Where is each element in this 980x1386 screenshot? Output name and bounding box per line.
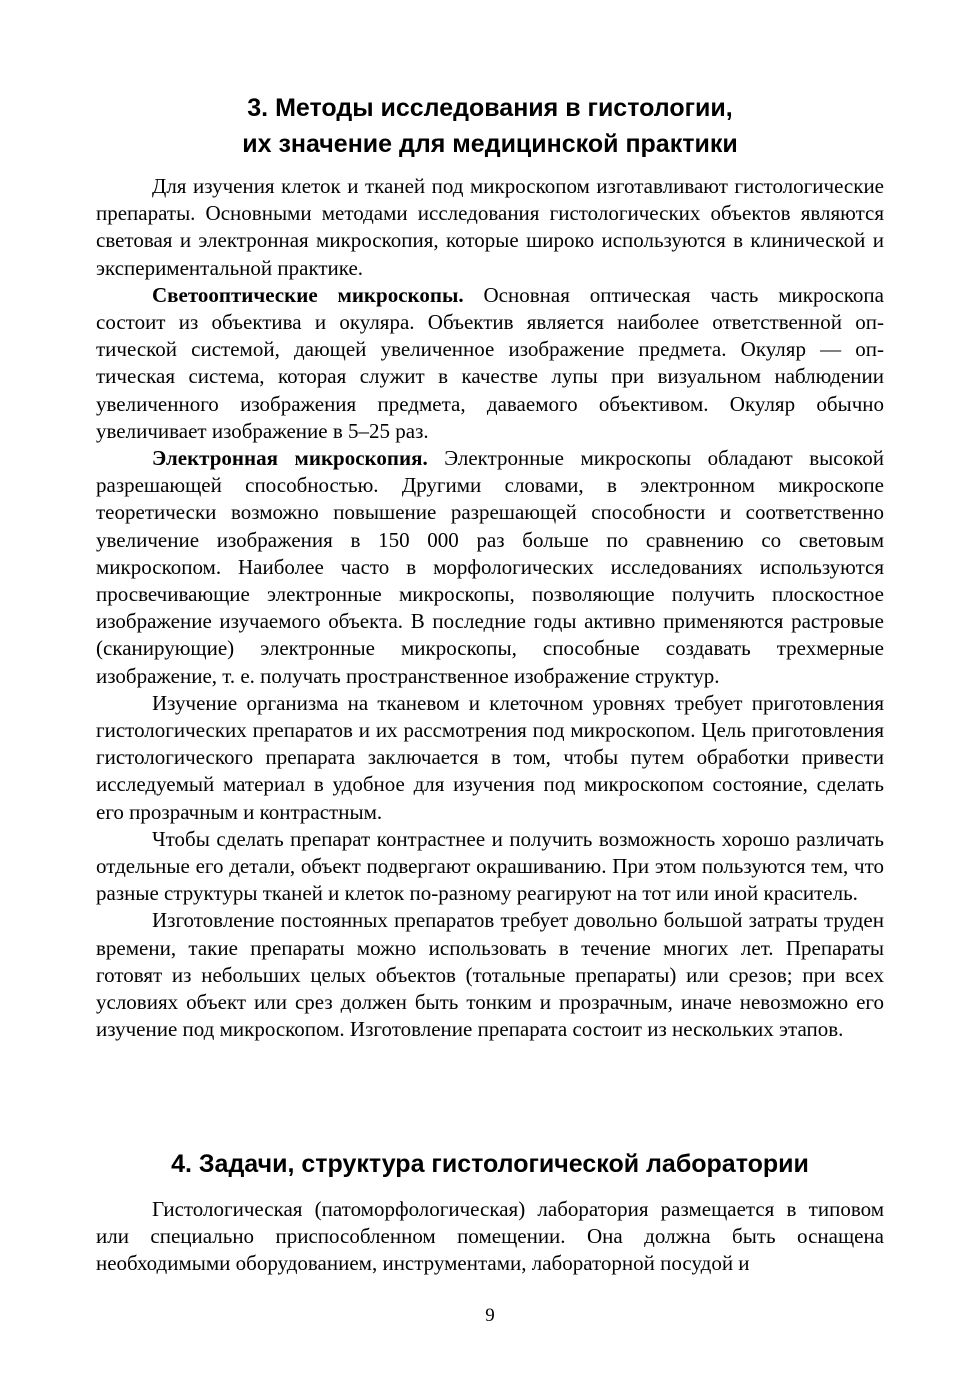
paragraph-text: Изготовление постоянных препаратов требует довольно большой затраты труден времени, такие препараты можно использовать в течение многих лет. Препараты готовят из небольших целых объектов (тотальные препараты) или срезов; при всех условиях объект или срез должен быть тонким и прозрачным, иначе невозможно его изучение под микроскопом. Изготовление препарата состоит из нескольких этапов. [96,908,884,1042]
paragraph-text: Изучение организма на тканевом и клеточном уровнях требует приготовления гистологических препаратов и их рассмотрения под микроскопом. Цель приготовления гистологического препарата заключается в том, чтобы путем обработки привести исследуемый материал в удобное для изучения под микроскопом состояние, сделать его прозрачным и контрастным. [96,690,884,824]
paragraph-lead: Электронная микроскопия. [152,446,428,471]
paragraph-text: Для изучения клеток и тканей под микроскопом изготавливают гистологические препараты. Основными методами исследования гистологических объектов являются световая и электронная микроскопия, которые широко используются в клинической и экспериментальной практике. [96,174,884,280]
paragraph-text: Основная оптическая часть микроскопа состоит из объектива и окуляра. Объектив является наиболее ответственной оптической системой, дающей увеличенное изображение предмета. Окуляр — оптическая система, которая служит в качестве лупы при визуальном наблюдении увеличенного изображения предмета, даваемого объективом. Окуляр обычно увеличивает изображение в 5–25 раз. [96,282,884,443]
paragraph [96,282,884,445]
section-3-heading-line-2: их значение для медицинской практики [242,130,738,158]
section-4-heading: 4. Задачи, структура гистологической лаборатории [171,1150,809,1178]
paragraph-text: Чтобы сделать препарат контрастнее и получить возможность хорошо различать отдельные его детали, объект подвергают окрашиванию. При этом пользуются тем, что разные структуры тканей и клеток по-разному реагируют на тот или иной краситель. [96,826,884,906]
paragraph [96,826,884,908]
page-number: 9 [485,1305,495,1326]
paragraph [96,907,884,1043]
section-3-body [96,173,884,1044]
paragraph [96,445,884,690]
paragraph [96,173,884,282]
paragraph-text: Гистологическая (патоморфологическая) лаборатория размещается в типовом или специально приспособленном помещении. Она должна быть оснащена необходимыми оборудованием, инструментами, лабораторной посудой и [96,1197,884,1276]
section-3-heading [96,90,884,162]
paragraph [96,1196,884,1278]
section-3-heading-line-1: 3. Методы исследования в гистологии, [247,94,733,122]
section-4-body [96,1196,884,1278]
paragraph [96,690,884,826]
paragraph-text: Электронные микроскопы обладают высокой разрешающей способностью. Другими словами, в электронном микроскопе теоретически возможно повышение разрешающей способности и соответственно увеличение изображения в 150 000 раз больше по сравнению со световым микроскопом. Наиболее часто в морфологических исследованиях используются просвечивающие электронные микроскопы, позволяющие получить плоскостное изображение изучаемого объекта. В последние годы активно применяются растровые (сканирующие) электронные микроскопы, способные создавать трехмерные изображение, т. е. получать пространственное изображение структур. [96,446,884,688]
paragraph-lead: Светооптические микроскопы. [152,282,464,307]
